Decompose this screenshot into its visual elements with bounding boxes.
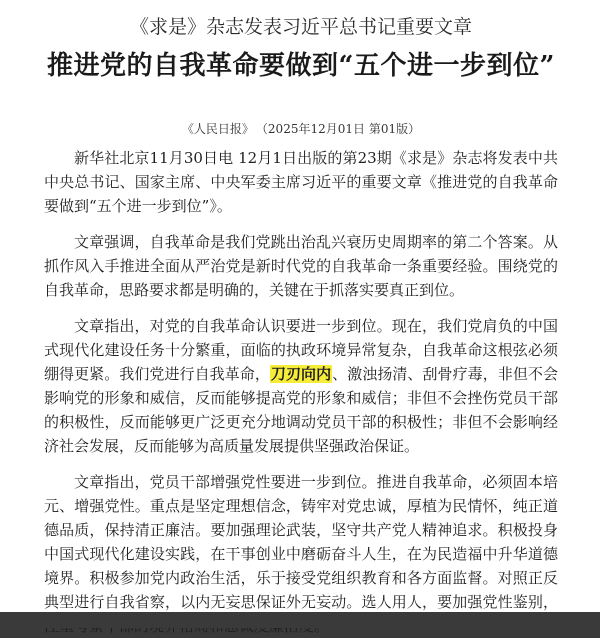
article-source-line — [44, 120, 558, 138]
highlighted-phrase: 刀刃向内 — [270, 365, 332, 383]
paragraph-1 — [44, 146, 558, 218]
paragraph-3 — [44, 314, 558, 458]
paragraph-2-text: 文章强调，自我革命是我们党跳出治乱兴衰历史周期率的第二个答案。从抓作风入手推进全面从严治党是新时代党的自我革命一条重要经验。围绕党的自我革命，思路要求都是明确的，关键在于抓落实要真正到位。 — [44, 233, 558, 299]
source-name: 《人民日报》 — [181, 122, 254, 136]
source-date: （2025年12月01日 第01版） — [261, 122, 421, 136]
article-headline: 推进党的自我革命要做到“五个进一步到位” — [47, 51, 555, 81]
paragraph-2 — [44, 230, 558, 302]
paragraph-1-text: 新华社北京11月30日电 12月1日出版的第23期《求是》杂志将发表中共中央总书记、国家主席、中央军委主席习近平的重要文章《推进党的自我革命要做到“五个进一步到位”》。 — [44, 149, 558, 215]
article-supertitle: 《求是》杂志发表习近平总书记重要文章 — [129, 16, 472, 38]
bottom-frame — [0, 612, 600, 628]
paragraph-4-text: 文章指出，党员干部增强党性要进一步到位。推进自我革命，必须固本培元、增强党性。重点是坚定理想信念，铸牢对党忠诚，厚植为民情怀，纯正道德品质，保持清正廉洁。要加强理论武装，坚守共产党人精神追求。积极投身中国式现代化建设实践，在干事创业中磨砺奋斗人生，在为民造福中升华道德境界。积极参加党内政治生活，乐于接受党组织教育和各方面监督。对照正反典型进行自我省察，以内无妄思保证外无妄动。选人用人，要加强党性鉴别， — [44, 473, 558, 611]
paragraph-3-after: 、激浊扬清、刮骨疗毒，非但不会影响党的形象和威信，反而能够提高党的形象和威信；非但不会挫伤党员干部的积极性，反而能够更广泛更充分地调动党员干部的积极性；非但不会影响经济社会发展，反而能够为高质量发展提供坚强政治保证。 — [44, 365, 558, 455]
paragraph-3-before: 文章指出，对党的自我革命认识要进一步到位。现在，我们党肩负的中国式现代化建设任务十分繁重，面临的执政环境异常复杂，自我革命这根弦必须绷得更紧。我们党进行自我革命， — [44, 317, 558, 383]
paragraph-3-text — [44, 314, 558, 458]
